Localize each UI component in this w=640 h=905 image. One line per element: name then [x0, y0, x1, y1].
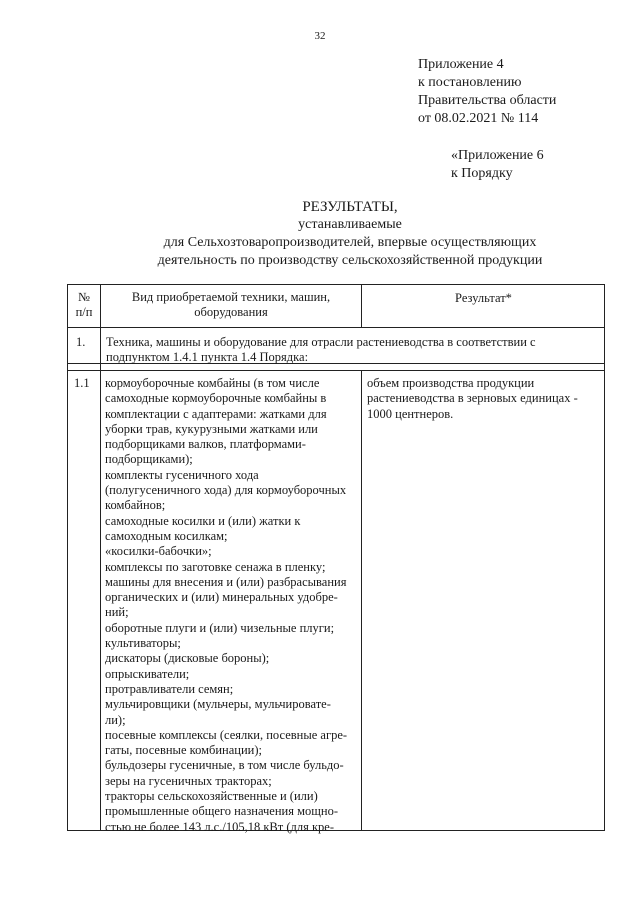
equipment-line: тракторы сельскохозяйственные и (или)	[105, 789, 318, 804]
equipment-line: ли);	[105, 712, 126, 727]
equipment-line: оборотные плуги и (или) чизельные плуги;	[105, 620, 335, 635]
equipment-line: бульдозеры гусеничные, в том числе бульдо-	[105, 758, 344, 773]
appendix-line: Приложение 4	[418, 57, 504, 72]
title-line: деятельность по производству сельскохозяйственной продукции	[157, 253, 543, 268]
table-divider	[361, 370, 362, 830]
appendix-line: к постановлению	[418, 75, 522, 90]
equipment-line: зеры на гусеничных тракторах;	[105, 773, 272, 788]
result-line: 1000 центнеров.	[367, 406, 454, 421]
equipment-line: промышленные общего назначения мощно-	[105, 804, 338, 819]
equipment-line: уборки трав, кукурузными жатками или	[105, 421, 318, 436]
results-table	[67, 284, 605, 834]
equipment-line: органических и (или) минеральных удобре-	[105, 590, 338, 605]
appendix-reference	[451, 147, 544, 183]
header-kind: Вид приобретаемой техники, машин, оборудования	[131, 290, 331, 320]
equipment-line: самоходные косилки и (или) жатки к	[105, 513, 301, 528]
title-line: устанавливаемые	[298, 217, 402, 232]
equipment-line: дискаторы (дисковые бороны);	[105, 651, 270, 666]
equipment-line: гаты, посевные комбинации);	[105, 743, 262, 758]
equipment-line: самоходным косилкам;	[105, 528, 228, 543]
equipment-line: протравливатели семян;	[105, 681, 234, 696]
appendix-line: Правительства области	[418, 93, 557, 108]
document-title	[90, 198, 610, 270]
equipment-line: «косилки-бабочки»;	[105, 544, 212, 559]
equipment-line: комбайнов;	[105, 498, 166, 513]
result-line: объем производства продукции	[367, 376, 535, 390]
equipment-line: ний;	[105, 605, 129, 620]
title-heading: РЕЗУЛЬТАТЫ,	[302, 199, 398, 215]
equipment-line: стью не более 143 л.с./105,18 кВт (для кре-	[105, 819, 334, 834]
equipment-line: мульчировщики (мульчеры, мульчировате-	[105, 697, 331, 712]
table-divider	[68, 327, 604, 328]
equipment-line: посевные комплексы (сеялки, посевные агре-	[105, 727, 348, 742]
equipment-line: опрыскиватели;	[105, 666, 190, 681]
row-num: 1.1	[74, 376, 90, 390]
equipment-line: комплекты гусеничного хода	[105, 467, 259, 482]
result-line: растениеводства в зерновых единицах -	[367, 391, 578, 406]
equipment-line: культиваторы;	[105, 636, 181, 651]
title-line: для Сельхозтоваропроизводителей, впервые осуществляющих	[163, 235, 537, 250]
equipment-line: (полугусеничного хода) для кормоуборочных	[105, 483, 347, 498]
equipment-line: самоходные кормоуборочные комбайны в	[105, 391, 327, 406]
equipment-line: подборщиками валков, платформами-	[105, 437, 306, 452]
appendix-ref-line: к Порядку	[451, 166, 513, 181]
appendix-header	[418, 56, 556, 128]
section-num: 1.	[76, 335, 86, 349]
result-text	[367, 376, 578, 422]
equipment-list	[105, 376, 347, 835]
equipment-line: подборщиками);	[105, 452, 193, 467]
table-divider	[100, 285, 101, 830]
equipment-line: кормоуборочные комбайны (в том числе	[105, 376, 320, 390]
section-title: Техника, машины и оборудование для отрасли растениеводства в соответствии с подпунктом 1.4.1 пункта 1.4 Порядка:	[106, 335, 536, 365]
table-divider	[68, 370, 604, 371]
equipment-line: машины для внесения и (или) разбрасывания	[105, 574, 347, 589]
appendix-line: от 08.02.2021 № 114	[418, 111, 539, 126]
equipment-line: комплексы по заготовке сенажа в пленку;	[105, 559, 326, 574]
page-number: 32	[314, 30, 326, 42]
equipment-line: комплектации с адаптерами: жатками для	[105, 406, 327, 421]
appendix-ref-line: «Приложение 6	[451, 148, 544, 163]
header-num: № п/п	[75, 290, 93, 320]
header-result: Результат*	[455, 291, 512, 305]
